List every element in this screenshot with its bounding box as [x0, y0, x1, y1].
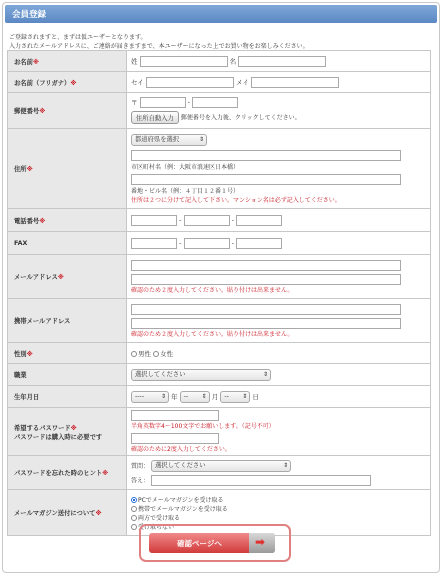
gender-male-label: 男性 [138, 349, 151, 358]
birth-month-select[interactable]: -- ⇕ [180, 391, 210, 403]
select-arrow-icon: ⇕ [262, 370, 268, 378]
tel-label: 電話番号※ [8, 209, 127, 232]
zip-second-input[interactable] [192, 97, 238, 108]
mailmag-pc-label: PCでメールマガジンを受け取る [138, 496, 224, 504]
mei-label: 名 [229, 57, 237, 65]
tel-dash-1: - [179, 216, 182, 224]
gender-label: 性別※ [8, 343, 127, 364]
mailmag-none-label: 受け取らない [138, 523, 175, 531]
confirm-button-label: 確認ページへ [177, 539, 222, 548]
fax-dash-2: - [231, 239, 234, 247]
password-confirm-input[interactable] [131, 433, 219, 444]
confirm-page-button[interactable] [149, 533, 275, 553]
city-hint: 市区町村名（例：大阪市浪速区日本橋） [131, 163, 240, 171]
job-label: 職業 [8, 364, 127, 386]
email-input[interactable] [131, 260, 401, 271]
page-header [5, 5, 437, 23]
gender-male-radio[interactable] [131, 351, 137, 357]
sei-label: 姓 [131, 57, 138, 65]
fax-3-input[interactable] [236, 238, 282, 249]
email-confirm-input[interactable] [131, 274, 401, 285]
job-select[interactable]: 選択してください ⇕ [131, 369, 271, 381]
address-label: 住所※ [8, 129, 127, 209]
gender-female-radio[interactable] [153, 351, 159, 357]
address-note: 住所は２つに分けて記入して下さい。マンション名は必ず記入してください。 [131, 196, 341, 204]
last-name-input[interactable] [140, 56, 228, 67]
kana-sei-label: セイ [131, 78, 144, 86]
tel-3-input[interactable] [236, 215, 282, 226]
city-input[interactable] [131, 150, 401, 161]
year-unit: 年 [171, 392, 178, 401]
mailmag-mobile-label: 携帯でメールマガジンを受け取る [138, 505, 228, 513]
street-hint: 番地・ビル名（例：４丁目１２番１号） [131, 187, 240, 195]
hint-answer-input[interactable] [151, 475, 371, 486]
password-hint: 半角英数字4～100文字でお願いします。（記号不可） [131, 423, 275, 430]
email-label: メールアドレス※ [8, 255, 127, 299]
hint-question-label: 質問： [131, 462, 150, 470]
street-input[interactable] [131, 174, 401, 185]
fax-label: FAX [8, 232, 127, 255]
mailmag-both-radio[interactable] [131, 515, 137, 521]
mailmag-label: メールマガジン送付について※ [8, 490, 127, 536]
month-unit: 月 [211, 392, 219, 401]
zip-dash: - [187, 98, 191, 107]
address-autofill-button[interactable]: 住所自動入力 [131, 111, 179, 124]
mailmag-both-label: 両方で受け取る [138, 514, 181, 522]
hint-question-select[interactable]: 選択してください ⇕ [151, 460, 291, 472]
email-note: 確認のため２度入力してください。貼り付けは出来ません。 [131, 286, 294, 294]
mailmag-mobile-radio[interactable] [131, 506, 137, 512]
day-unit: 日 [252, 392, 259, 401]
fax-2-input[interactable] [184, 238, 230, 249]
password-hint-label: パスワードを忘れた時のヒント※ [8, 456, 127, 490]
password-label: 希望するパスワード※ パスワードは購入時に必要です [8, 408, 127, 456]
name-label: お名前※ [8, 51, 127, 72]
fax-dash-1: - [179, 239, 182, 247]
gender-female-label: 女性 [160, 349, 174, 358]
zip-label: 郵便番号※ [8, 93, 127, 129]
kana-label: お名前（フリガナ）※ [8, 72, 127, 93]
intro-line-2: 入力されたメールアドレスに、ご連絡が届きますまで、本ユーザーになった上でお買い物をお楽しみください。 [9, 43, 309, 50]
zip-mark: 〒 [131, 98, 138, 107]
birthday-label: 生年月日 [8, 386, 127, 408]
first-name-input[interactable] [238, 56, 326, 67]
last-name-kana-input[interactable] [146, 77, 234, 88]
tel-1-input[interactable] [131, 215, 177, 226]
submit-area [139, 524, 291, 562]
page-title: 会員登録 [12, 10, 47, 20]
prefecture-select[interactable]: 都道府県を選択 ⇕ [131, 134, 207, 146]
hint-answer-label: 答え： [131, 477, 150, 484]
tel-dash-2: - [231, 216, 234, 224]
mobile-email-note: 確認のため２度入力してください。貼り付けは出来ません。 [131, 330, 294, 338]
birth-day-select[interactable]: -- ⇕ [220, 391, 250, 403]
tel-2-input[interactable] [184, 215, 230, 226]
mobile-email-input[interactable] [131, 304, 401, 315]
mailmag-pc-radio[interactable] [131, 497, 137, 503]
zip-first-input[interactable] [140, 97, 186, 108]
intro-line-1: ご登録されますと、まずは仮ユーザーとなります。 [9, 34, 147, 41]
birth-year-select[interactable]: ---- ⇕ [131, 391, 169, 403]
password-note: 確認のために2度入力してください。 [131, 446, 231, 453]
mobile-email-confirm-input[interactable] [131, 318, 401, 329]
first-name-kana-input[interactable] [251, 77, 339, 88]
mobile-email-label: 携帯メールアドレス [8, 299, 127, 343]
mailmag-none-radio[interactable] [131, 524, 137, 530]
zip-hint: 郵便番号を入力後、クリックしてください。 [180, 114, 301, 122]
password-input[interactable] [131, 410, 219, 421]
kana-mei-label: メイ [235, 78, 249, 86]
fax-1-input[interactable] [131, 238, 177, 249]
registration-form [7, 50, 431, 536]
arrow-right-icon: ➡ [249, 533, 275, 553]
select-arrow-icon: ⇕ [198, 135, 204, 143]
